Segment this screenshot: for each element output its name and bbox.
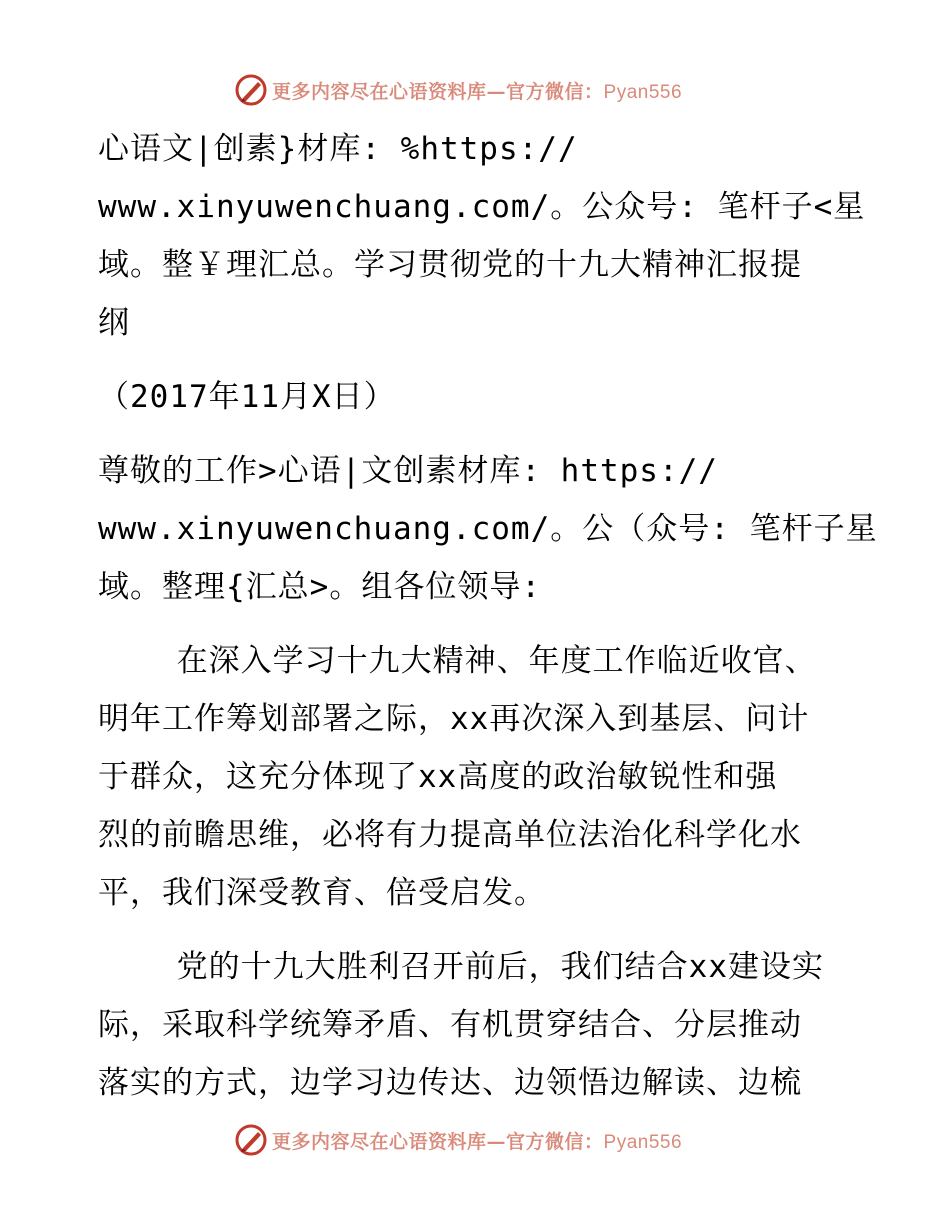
text-line: 落实的方式，边学习边传达、边领悟边解读、边梳 (98, 1065, 802, 1101)
salutation-block (98, 442, 878, 616)
document-body (98, 120, 878, 1112)
text-line: 明年工作筹划部署之际，xx再次深入到基层、问计 (98, 701, 810, 737)
watermark-text: 更多内容尽在心语资料库—官方微信：Pyan556 (272, 80, 683, 103)
date-line: （2017年11月X日） (98, 379, 396, 415)
text-line: 在深入学习十九大精神、年度工作临近收官、 (98, 643, 817, 679)
text-line: www.xinyuwenchuang.com/。公众号: 笔杆子<星 (98, 189, 866, 225)
text-line: 际，采取科学统筹矛盾、有机贯穿结合、分层推动 (98, 1007, 802, 1043)
text-line: www.xinyuwenchuang.com/。公（众号: 笔杆子星 (98, 511, 878, 547)
text-line: 于群众，这充分体现了xx高度的政治敏锐性和强 (98, 759, 778, 795)
text-line: 烈的前瞻思维，必将有力提高单位法治化科学化水 (98, 817, 802, 853)
text-line: 尊敬的工作>心语|文创素材库: https:// (98, 453, 718, 489)
watermark-text: 更多内容尽在心语资料库—官方微信：Pyan556 (272, 1130, 683, 1153)
pen-logo-icon (234, 73, 268, 107)
pen-logo-icon (234, 1123, 268, 1157)
text-line: 纲 (98, 305, 130, 341)
text-line: 心语文|创素}材库: %https:// (98, 131, 578, 167)
text-line: 域。整理{汇总>。组各位领导: (98, 569, 541, 605)
text-line: 平，我们深受教育、倍受启发。 (98, 875, 546, 911)
paragraph-1 (98, 632, 858, 922)
text-line: 党的十九大胜利召开前后，我们结合xx建设实 (98, 949, 824, 985)
watermark-header (234, 72, 714, 108)
header-block (98, 120, 866, 352)
text-line: 域。整￥理汇总。学习贯彻党的十九大精神汇报提 (98, 247, 802, 283)
watermark-footer (234, 1122, 714, 1158)
paragraph-2 (98, 938, 858, 1112)
